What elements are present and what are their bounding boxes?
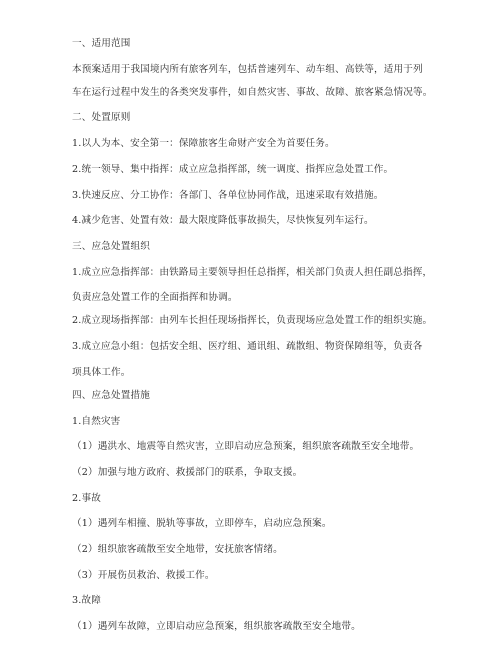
list-item: （1）遇列车故障，立即启动应急预案，组织旅客疏散至安全地带。 (72, 621, 361, 632)
section-heading-organization: 三、应急处置组织 (72, 241, 150, 252)
section-heading-principles: 二、处置原则 (72, 112, 131, 123)
subheading-natural-disaster: 1.自然灾害 (72, 416, 121, 427)
list-item: （1）遇洪水、地震等自然灾害，立即启动应急预案，组织旅客疏散至安全地带。 (72, 441, 420, 452)
list-item: （2）加强与地方政府、救援部门的联系，争取支援。 (72, 467, 303, 478)
list-item: 4.减少危害、处置有效：最大限度降低事故损失，尽快恢复列车运行。 (72, 215, 374, 226)
paragraph-line: 车在运行过程中发生的各类突发事件，如自然灾害、事故、故障、旅客紧急情况等。 (72, 87, 433, 98)
list-item: 1.成立应急指挥部：由铁路局主要领导担任总指挥，相关部门负责人担任副总指挥， (72, 267, 433, 278)
list-item: 3.成立应急小组：包括安全组、医疗组、通讯组、疏散组、物资保障组等，负责各 (72, 341, 423, 352)
list-item: 2.统一领导、集中指挥：成立应急指挥部，统一调度、指挥应急处置工作。 (72, 164, 394, 175)
list-item: 1.以人为本、安全第一：保障旅客生命财产安全为首要任务。 (72, 138, 335, 149)
list-item: 2.成立现场指挥部：由列车长担任现场指挥长，负责现场应急处置工作的组织实施。 (72, 315, 433, 326)
section-heading-measures: 四、应急处置措施 (72, 390, 150, 401)
list-item: （2）组织旅客疏散至安全地带，安抚旅客情绪。 (72, 544, 283, 555)
list-item: （3）开展伤员救治、救援工作。 (72, 570, 215, 581)
list-item-continuation: 项具体工作。 (72, 367, 131, 378)
list-item: 3.快速反应、分工协作：各部门、各单位协同作战，迅速采取有效措施。 (72, 190, 384, 201)
subheading-fault: 3.故障 (72, 595, 101, 606)
list-item: （1）遇列车相撞、脱轨等事故，立即停车，启动应急预案。 (72, 518, 332, 529)
list-item-continuation: 负责应急处置工作的全面指挥和协调。 (72, 292, 238, 303)
section-heading-scope: 一、适用范围 (72, 38, 131, 49)
subheading-accident: 2.事故 (72, 493, 101, 504)
paragraph-line: 本预案适用于我国境内所有旅客列车，包括普速列车、动车组、高铁等，适用于列 (72, 64, 423, 75)
